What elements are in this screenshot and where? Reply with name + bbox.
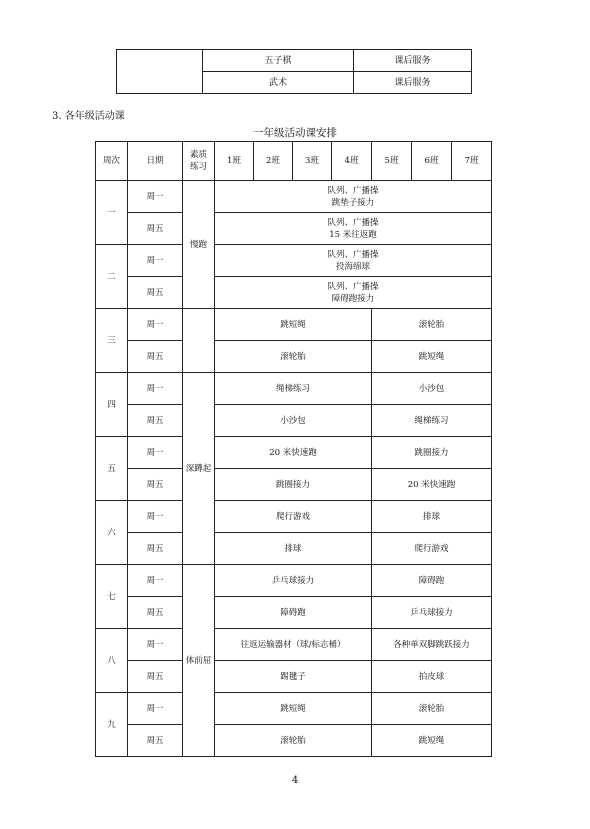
table-row (96, 277, 492, 309)
activity-cell-a: 排球 (215, 533, 372, 565)
day-cell: 周一 (128, 309, 183, 341)
day-cell: 周五 (128, 405, 183, 437)
day-cell: 周五 (128, 533, 183, 565)
table-row (96, 245, 492, 277)
week-label: 五 (96, 437, 128, 501)
header-class-4: 4班 (332, 142, 372, 181)
week-label: 一 (96, 181, 128, 245)
activity-cell-a: 乒乓球接力 (215, 565, 372, 597)
header-class-6: 6班 (412, 142, 452, 181)
activity-cell-a: 跳短绳 (215, 693, 372, 725)
day-cell: 周五 (128, 597, 183, 629)
activity-cell-b: 跳短绳 (372, 341, 492, 373)
activity-cell-a: 小沙包 (215, 405, 372, 437)
day-cell: 周一 (128, 181, 183, 213)
day-cell: 周五 (128, 277, 183, 309)
blank-cell (117, 50, 203, 94)
quality-group: 深蹲起 (183, 373, 215, 565)
week-label: 七 (96, 565, 128, 629)
day-cell: 周一 (128, 565, 183, 597)
activity-type-cell: 课后服务 (354, 72, 472, 94)
header-row (96, 142, 492, 181)
quality-group: 体前屈 (183, 565, 215, 757)
header-week: 周次 (96, 142, 128, 181)
activity-cell: 队列、广播操 投海绵球 (215, 245, 492, 277)
table-row (96, 437, 492, 469)
day-cell: 周一 (128, 629, 183, 661)
day-cell: 周一 (128, 693, 183, 725)
week-label: 八 (96, 629, 128, 693)
activity-cell: 队列、广播操 跳垫子接力 (215, 181, 492, 213)
activity-cell-a: 滚轮胎 (215, 725, 372, 757)
day-cell: 周五 (128, 661, 183, 693)
activity-cell-a: 障碍跑 (215, 597, 372, 629)
activity-cell: 武术 (203, 72, 354, 94)
table-row (96, 629, 492, 661)
week-label: 四 (96, 373, 128, 437)
day-cell: 周一 (128, 501, 183, 533)
activity-cell-b: 跳短绳 (372, 725, 492, 757)
day-cell: 周五 (128, 725, 183, 757)
activity-cell-b: 障碍跑 (372, 565, 492, 597)
table-row (96, 341, 492, 373)
header-class-2: 2班 (254, 142, 293, 181)
section-heading: 3. 各年级活动课 (52, 111, 125, 122)
table-row (96, 405, 492, 437)
activity-cell-b: 跳圈接力 (372, 437, 492, 469)
day-cell: 周一 (128, 373, 183, 405)
table-row (96, 309, 492, 341)
week-label: 九 (96, 693, 128, 757)
quality-group: 慢跑 (183, 181, 215, 309)
activity-cell-b: 拍皮球 (372, 661, 492, 693)
activity-cell-a: 跳短绳 (215, 309, 372, 341)
activity-cell-b: 滚轮胎 (372, 309, 492, 341)
activity-cell-b: 排球 (372, 501, 492, 533)
day-cell: 周五 (128, 341, 183, 373)
table-row (96, 469, 492, 501)
table-row (96, 373, 492, 405)
table-title: 一年级活动课安排 (253, 127, 337, 139)
header-class-1: 1班 (215, 142, 254, 181)
activity-cell-b: 小沙包 (372, 373, 492, 405)
header-class-3: 3班 (293, 142, 332, 181)
activity-cell-a: 往返运输器材（球/标志桶） (215, 629, 372, 661)
table-row (96, 597, 492, 629)
top-activity-table (116, 49, 472, 94)
activity-cell-a: 爬行游戏 (215, 501, 372, 533)
table-row (96, 501, 492, 533)
table-row (96, 565, 492, 597)
header-day: 日期 (128, 142, 183, 181)
week-label: 三 (96, 309, 128, 373)
header-class-7: 7班 (452, 142, 492, 181)
activity-cell-b: 乒乓球接力 (372, 597, 492, 629)
day-cell: 周一 (128, 245, 183, 277)
activity-cell-b: 绳梯练习 (372, 405, 492, 437)
activity-cell: 队列、广播操 15 米往返跑 (215, 213, 492, 245)
activity-cell-a: 踢毽子 (215, 661, 372, 693)
activity-cell-a: 滚轮胎 (215, 341, 372, 373)
day-cell: 周五 (128, 213, 183, 245)
activity-cell: 五子棋 (203, 50, 354, 72)
table-row (96, 661, 492, 693)
table-row (96, 213, 492, 245)
activity-type-cell: 课后服务 (354, 50, 472, 72)
table-row (96, 725, 492, 757)
page-number: 4 (291, 775, 299, 786)
activity-cell-a: 20 米快速跑 (215, 437, 372, 469)
table-row (117, 50, 472, 72)
week-label: 二 (96, 245, 128, 309)
activity-schedule-table (95, 141, 492, 757)
table-row (96, 533, 492, 565)
week-label: 六 (96, 501, 128, 565)
activity-cell-b: 20 米快速跑 (372, 469, 492, 501)
day-cell: 周一 (128, 437, 183, 469)
activity-cell-b: 爬行游戏 (372, 533, 492, 565)
header-quality: 素质 练习 (183, 142, 215, 181)
header-class-5: 5班 (372, 142, 412, 181)
quality-blank (183, 309, 215, 373)
activity-cell-a: 跳圈接力 (215, 469, 372, 501)
activity-cell-b: 滚轮胎 (372, 693, 492, 725)
activity-cell: 队列、广播操 障碍跑接力 (215, 277, 492, 309)
day-cell: 周五 (128, 469, 183, 501)
table-row (96, 693, 492, 725)
activity-cell-a: 绳梯练习 (215, 373, 372, 405)
table-row (96, 181, 492, 213)
activity-cell-b: 各种单双脚跳跃接力 (372, 629, 492, 661)
